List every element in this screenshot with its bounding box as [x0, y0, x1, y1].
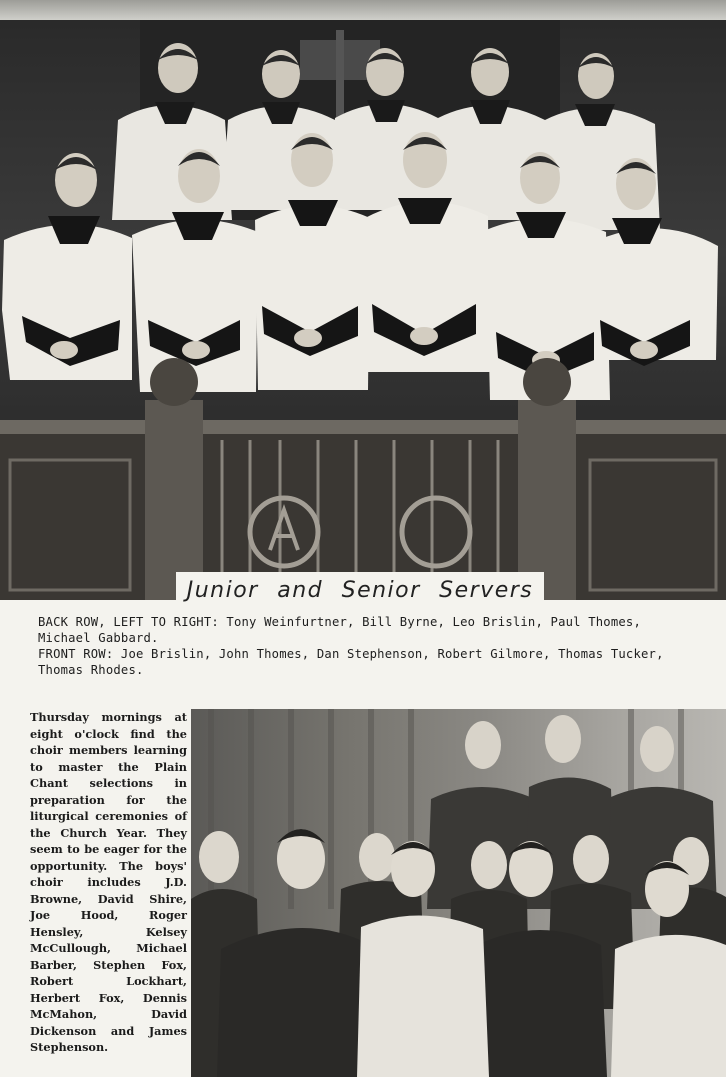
choir-photo	[191, 709, 726, 1077]
page-edge	[0, 0, 726, 20]
photo-caption-title: Junior and Senior Servers	[186, 577, 534, 603]
names-list	[38, 614, 698, 678]
back-row-names: BACK ROW, LEFT TO RIGHT: Tony Weinfurtner, Bill Byrne, Leo Brislin, Paul Thomes, Michael Gabbard.	[38, 615, 641, 645]
front-row-names: FRONT ROW: Joe Brislin, John Thomes, Dan Stephenson, Robert Gilmore, Thomas Tucker, Thomas Rhodes.	[38, 647, 664, 677]
servers-photo	[0, 20, 726, 600]
choir-description: Thursday mornings at eight o'clock find the choir members learning to master the Plain Chant selections in preparation for the liturgical ceremonies of the Church Year. They seem to be eager for the opportunity. The boys' choir includes J.D. Browne, David Shire, Joe Hood, Roger Hensley, Kelsey McCullough, Michael Barber, Stephen Fox, Robert Lockhart, Herbert Fox, Dennis McMahon, David Dickenson and James Stephenson.	[30, 710, 187, 1054]
caption-plate	[176, 572, 544, 608]
